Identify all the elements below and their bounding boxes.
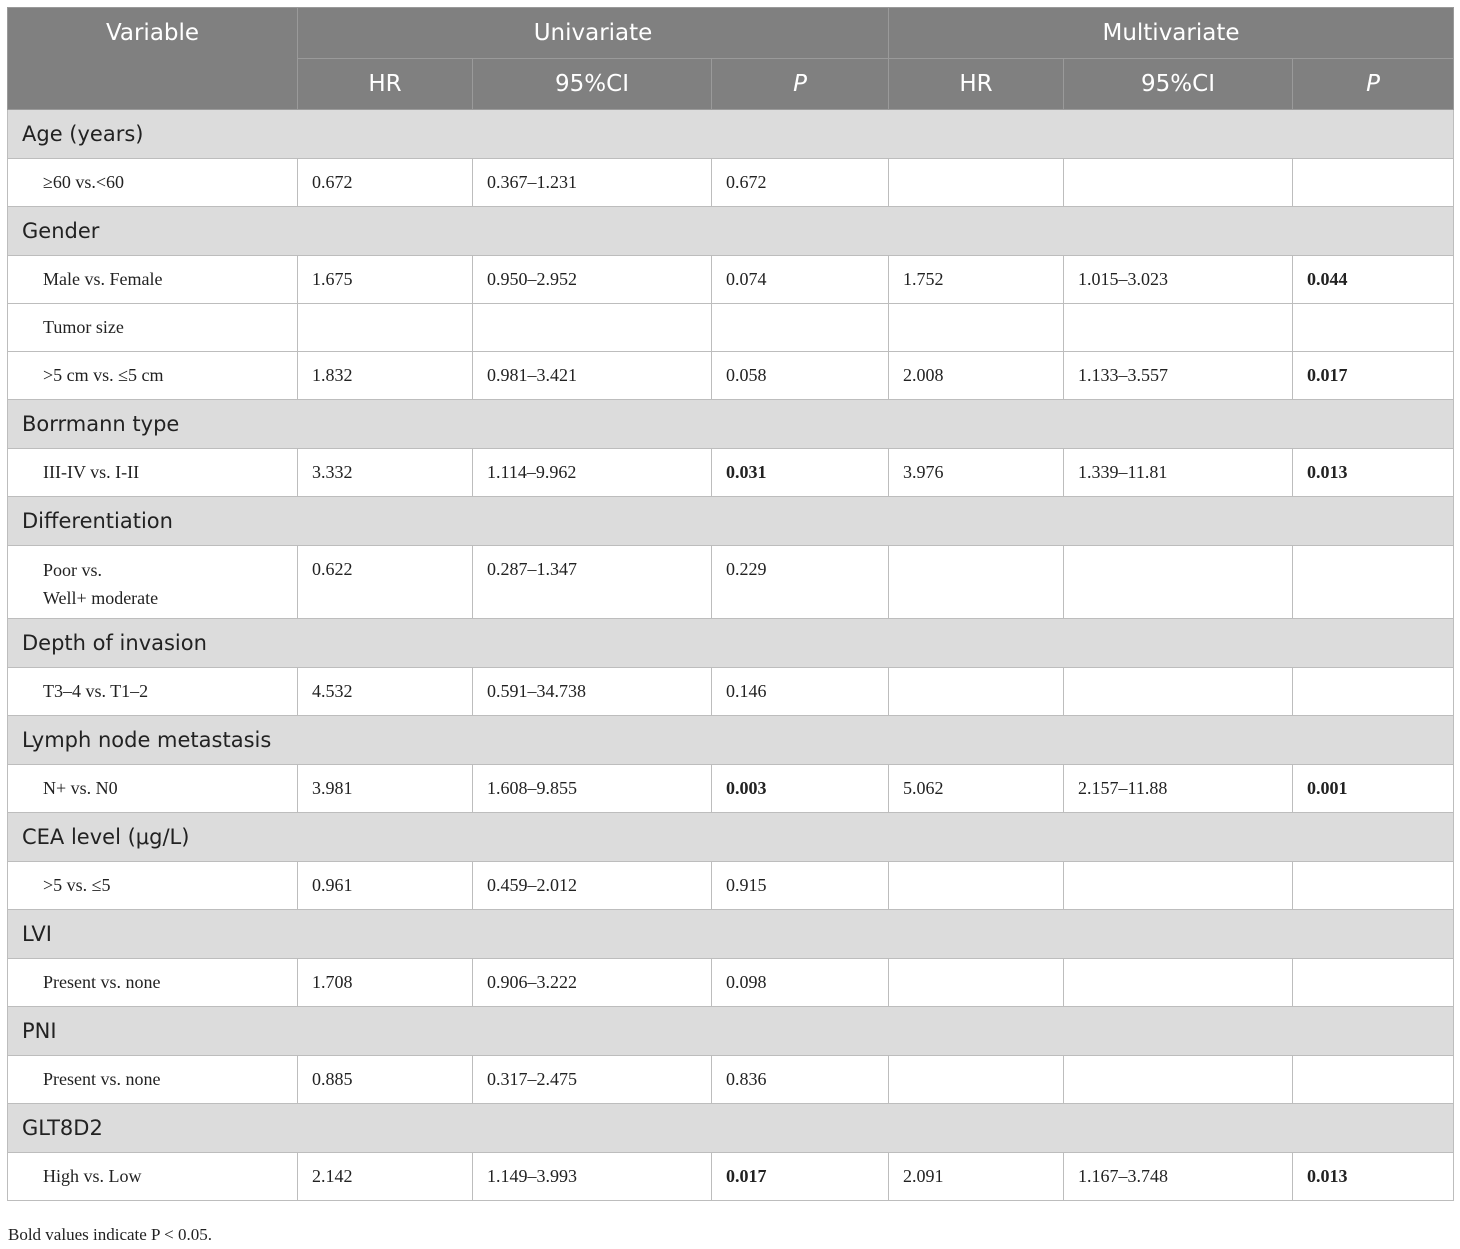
- header-univariate: Univariate: [298, 8, 889, 59]
- multivariate-ci-cell: [1064, 159, 1293, 207]
- multivariate-p-cell: 0.017: [1293, 352, 1454, 400]
- univariate-hr-cell: 2.142: [298, 1153, 473, 1201]
- row-label-text: N+ vs. N0: [43, 778, 118, 798]
- table-row: [8, 668, 1454, 716]
- univariate-ci-cell: 1.608–9.855: [473, 765, 712, 813]
- header-multivariate: Multivariate: [889, 8, 1454, 59]
- regression-table: [7, 7, 1454, 1201]
- row-label: [8, 449, 298, 497]
- group-label: Age (years): [8, 110, 1454, 159]
- multivariate-p-cell: [1293, 862, 1454, 910]
- univariate-p-cell: 0.017: [712, 1153, 889, 1201]
- table-row: [8, 1056, 1454, 1104]
- univariate-ci-cell: 0.906–3.222: [473, 959, 712, 1007]
- header-multivariate-p: P: [1293, 59, 1454, 110]
- table-row: [8, 159, 1454, 207]
- group-row: [8, 910, 1454, 959]
- group-label: Differentiation: [8, 497, 1454, 546]
- row-label: [8, 1153, 298, 1201]
- row-label: [8, 304, 298, 352]
- multivariate-p-cell: [1293, 668, 1454, 716]
- group-row: [8, 716, 1454, 765]
- group-label: CEA level (μg/L): [8, 813, 1454, 862]
- group-row: [8, 619, 1454, 668]
- row-label: [8, 668, 298, 716]
- univariate-p-cell: 0.672: [712, 159, 889, 207]
- row-label: [8, 862, 298, 910]
- multivariate-p-cell: 0.044: [1293, 256, 1454, 304]
- group-label: Gender: [8, 207, 1454, 256]
- group-label: LVI: [8, 910, 1454, 959]
- multivariate-p-cell: 0.001: [1293, 765, 1454, 813]
- multivariate-p-cell: [1293, 959, 1454, 1007]
- row-label-text: Present vs. none: [43, 972, 161, 992]
- table-row: [8, 256, 1454, 304]
- univariate-hr-cell: 1.708: [298, 959, 473, 1007]
- group-row: [8, 497, 1454, 546]
- multivariate-p-cell: [1293, 1056, 1454, 1104]
- table-row: [8, 546, 1454, 619]
- univariate-p-cell: 0.146: [712, 668, 889, 716]
- group-row: [8, 207, 1454, 256]
- univariate-ci-cell: 0.287–1.347: [473, 546, 712, 619]
- multivariate-hr-cell: 5.062: [889, 765, 1064, 813]
- group-label: Lymph node metastasis: [8, 716, 1454, 765]
- univariate-p-cell: 0.074: [712, 256, 889, 304]
- multivariate-ci-cell: [1064, 668, 1293, 716]
- table-body: [8, 110, 1454, 1201]
- group-row: [8, 813, 1454, 862]
- multivariate-hr-cell: 3.976: [889, 449, 1064, 497]
- group-row: [8, 1007, 1454, 1056]
- header-univariate-ci: 95%CI: [473, 59, 712, 110]
- group-row: [8, 1104, 1454, 1153]
- row-label-text: III-IV vs. I-II: [43, 462, 140, 482]
- group-row: [8, 400, 1454, 449]
- group-label: PNI: [8, 1007, 1454, 1056]
- multivariate-hr-cell: [889, 668, 1064, 716]
- group-row: [8, 110, 1454, 159]
- row-label: [8, 159, 298, 207]
- header-multivariate-ci: 95%CI: [1064, 59, 1293, 110]
- univariate-ci-cell: 0.950–2.952: [473, 256, 712, 304]
- univariate-hr-cell: 0.672: [298, 159, 473, 207]
- multivariate-hr-cell: [889, 1056, 1064, 1104]
- header-univariate-hr: HR: [298, 59, 473, 110]
- univariate-hr-cell: 4.532: [298, 668, 473, 716]
- row-label: [8, 959, 298, 1007]
- univariate-ci-cell: 1.114–9.962: [473, 449, 712, 497]
- univariate-ci-cell: 0.981–3.421: [473, 352, 712, 400]
- group-label: Borrmann type: [8, 400, 1454, 449]
- table-row: [8, 352, 1454, 400]
- header-univariate-p: P: [712, 59, 889, 110]
- univariate-p-cell: 0.031: [712, 449, 889, 497]
- multivariate-ci-cell: [1064, 304, 1293, 352]
- row-label: [8, 546, 298, 619]
- multivariate-ci-cell: 2.157–11.88: [1064, 765, 1293, 813]
- row-label-text: ≥60 vs.<60: [43, 172, 125, 192]
- table-header: [8, 8, 1454, 110]
- univariate-p-cell: 0.836: [712, 1056, 889, 1104]
- table-row: [8, 862, 1454, 910]
- univariate-p-cell: [712, 304, 889, 352]
- table-row: [8, 959, 1454, 1007]
- header-variable: Variable: [8, 8, 298, 110]
- multivariate-hr-cell: 1.752: [889, 256, 1064, 304]
- multivariate-p-cell: [1293, 546, 1454, 619]
- row-label-text: Poor vs.: [43, 560, 103, 580]
- multivariate-hr-cell: 2.091: [889, 1153, 1064, 1201]
- univariate-ci-cell: [473, 304, 712, 352]
- row-label-text: >5 vs. ≤5: [43, 875, 111, 895]
- univariate-ci-cell: 0.459–2.012: [473, 862, 712, 910]
- multivariate-ci-cell: 1.133–3.557: [1064, 352, 1293, 400]
- univariate-hr-cell: 3.332: [298, 449, 473, 497]
- group-label: GLT8D2: [8, 1104, 1454, 1153]
- multivariate-hr-cell: [889, 304, 1064, 352]
- table-footnote: Bold values indicate P < 0.05.: [8, 1225, 212, 1244]
- multivariate-hr-cell: [889, 959, 1064, 1007]
- regression-table-container: [7, 7, 1453, 1201]
- table-row: [8, 304, 1454, 352]
- table-row: [8, 765, 1454, 813]
- row-label: [8, 352, 298, 400]
- multivariate-hr-cell: [889, 862, 1064, 910]
- multivariate-ci-cell: [1064, 862, 1293, 910]
- univariate-hr-cell: [298, 304, 473, 352]
- row-label: [8, 256, 298, 304]
- row-label-text: Male vs. Female: [43, 269, 163, 289]
- multivariate-ci-cell: [1064, 1056, 1293, 1104]
- univariate-ci-cell: 0.591–34.738: [473, 668, 712, 716]
- multivariate-ci-cell: 1.167–3.748: [1064, 1153, 1293, 1201]
- row-label-text: Tumor size: [43, 317, 124, 337]
- multivariate-ci-cell: [1064, 546, 1293, 619]
- univariate-ci-cell: 0.317–2.475: [473, 1056, 712, 1104]
- multivariate-ci-cell: [1064, 959, 1293, 1007]
- univariate-p-cell: 0.915: [712, 862, 889, 910]
- univariate-hr-cell: 0.885: [298, 1056, 473, 1104]
- multivariate-hr-cell: [889, 159, 1064, 207]
- multivariate-p-cell: 0.013: [1293, 1153, 1454, 1201]
- univariate-hr-cell: 0.622: [298, 546, 473, 619]
- univariate-p-cell: 0.058: [712, 352, 889, 400]
- univariate-hr-cell: 1.832: [298, 352, 473, 400]
- row-label-text: High vs. Low: [43, 1166, 142, 1186]
- header-multivariate-hr: HR: [889, 59, 1064, 110]
- univariate-ci-cell: 0.367–1.231: [473, 159, 712, 207]
- univariate-p-cell: 0.229: [712, 546, 889, 619]
- table-row: [8, 1153, 1454, 1201]
- row-label-text: T3–4 vs. T1–2: [43, 681, 149, 701]
- multivariate-ci-cell: 1.015–3.023: [1064, 256, 1293, 304]
- row-label-text: Present vs. none: [43, 1069, 161, 1089]
- multivariate-hr-cell: 2.008: [889, 352, 1064, 400]
- multivariate-hr-cell: [889, 546, 1064, 619]
- row-label-text: >5 cm vs. ≤5 cm: [43, 365, 164, 385]
- row-label-text-line2: Well+ moderate: [43, 588, 159, 608]
- multivariate-ci-cell: 1.339–11.81: [1064, 449, 1293, 497]
- multivariate-p-cell: [1293, 159, 1454, 207]
- univariate-ci-cell: 1.149–3.993: [473, 1153, 712, 1201]
- group-label: Depth of invasion: [8, 619, 1454, 668]
- multivariate-p-cell: 0.013: [1293, 449, 1454, 497]
- row-label: [8, 765, 298, 813]
- univariate-p-cell: 0.003: [712, 765, 889, 813]
- univariate-hr-cell: 0.961: [298, 862, 473, 910]
- univariate-hr-cell: 3.981: [298, 765, 473, 813]
- multivariate-p-cell: [1293, 304, 1454, 352]
- univariate-p-cell: 0.098: [712, 959, 889, 1007]
- univariate-hr-cell: 1.675: [298, 256, 473, 304]
- row-label: [8, 1056, 298, 1104]
- table-row: [8, 449, 1454, 497]
